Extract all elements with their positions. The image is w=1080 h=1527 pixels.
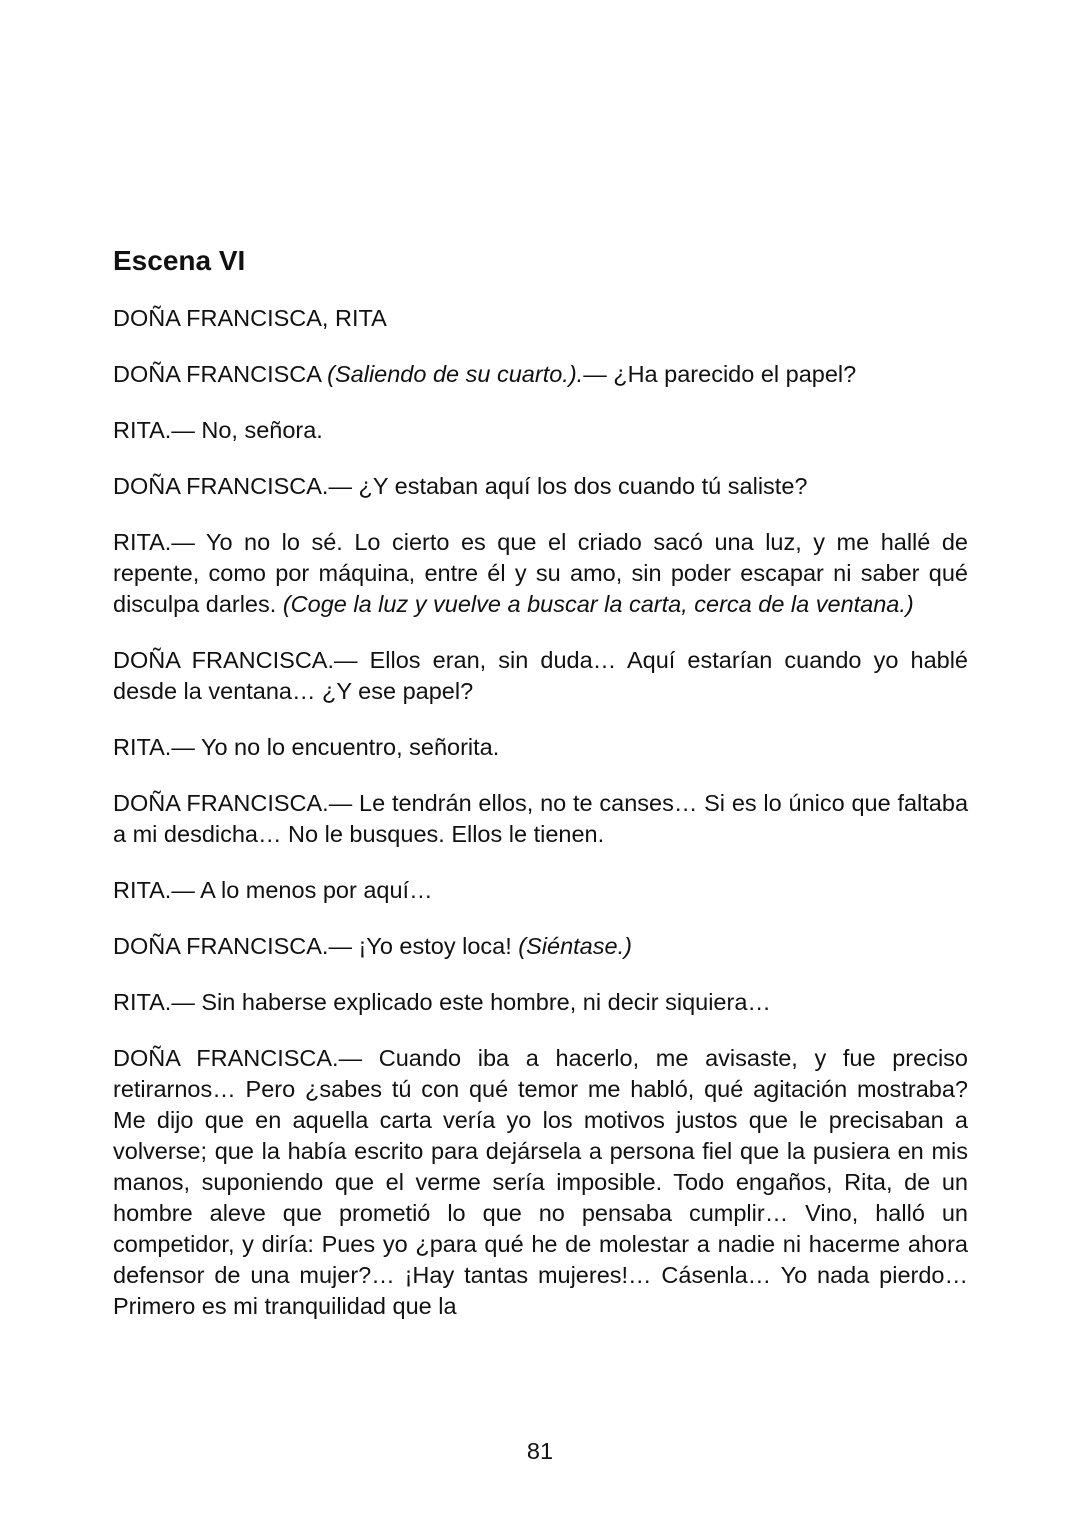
dialogue-text: Yo no lo sé. Lo cierto es que el criado sacó una luz, y me hallé de repente, como por máquina, entre él y su amo, sin poder escapar ni saber qué disculpa darles. xyxy=(113,529,968,617)
page-number: 81 xyxy=(526,1438,554,1464)
speaker-name: DOÑA FRANCISCA. xyxy=(113,647,335,673)
dialogue-line xyxy=(113,645,968,707)
speaker-name: DOÑA FRANCISCA. xyxy=(113,473,329,499)
dialogue-line xyxy=(113,987,968,1018)
dialogue-dash: — xyxy=(328,933,359,959)
dialogue-text: ¿Y estaban aquí los dos cuando tú saliste? xyxy=(358,473,808,499)
dialogue-text: Sin haberse explicado este hombre, ni decir siquiera… xyxy=(201,989,771,1015)
dialogue-line xyxy=(113,527,968,620)
dialogue-text: Ellos eran, sin duda… Aquí estarían cuando yo hablé desde la ventana… ¿Y ese papel? xyxy=(113,647,968,704)
speaker-name: DOÑA FRANCISCA. xyxy=(113,1045,339,1071)
dialogue-line xyxy=(113,359,968,390)
dialogue-line xyxy=(113,732,968,763)
stage-direction: (Coge la luz y vuelve a buscar la carta, cerca de la ventana.) xyxy=(282,591,914,617)
dialogue-line xyxy=(113,1043,968,1322)
speaker-name: RITA. xyxy=(113,877,172,903)
dialogue-dash: — xyxy=(338,1045,379,1071)
dialogue-text: ¿Ha parecido el papel? xyxy=(613,361,857,387)
dialogue-dash: — xyxy=(171,529,206,555)
scene-characters: DOÑA FRANCISCA, RITA xyxy=(113,305,387,331)
speaker-name: RITA. xyxy=(113,734,172,760)
dialogue-line xyxy=(113,415,968,446)
dialogue-dash: — xyxy=(583,361,614,387)
dialogue-text: No, señora. xyxy=(201,417,323,443)
stage-direction: (Siéntase.) xyxy=(518,933,632,959)
dialogue-line xyxy=(113,471,968,502)
dialogue-line xyxy=(113,931,968,962)
speaker-name: DOÑA FRANCISCA. xyxy=(113,790,329,816)
dialogue-text: A lo menos por aquí… xyxy=(200,877,433,903)
scene-title: Escena VI xyxy=(113,245,246,276)
dialogue-dash: — xyxy=(171,989,202,1015)
dialogue-dash: — xyxy=(171,734,201,760)
dialogue-text: Cuando iba a hacerlo, me avisaste, y fue preciso retirarnos… Pero ¿sabes tú con qué temor me habló, qué agitación mostraba? Me dijo que en aquella carta vería yo los motivos justos que le precisaban a volverse; que la había escrito para dejársela a persona fiel que la pusiera en mis manos, suponiendo que el verme sería imposible. Todo engaños, Rita, de un hombre aleve que prometió lo que no pensaba cumplir… Vino, halló un competidor, y diría: Pues yo ¿para qué he de molestar a nadie ni hacerme ahora defensor de una mujer?… ¡Hay tantas mujeres!… Cásenla… Yo nada pierdo… Primero es mi tranquilidad que la xyxy=(113,1045,968,1319)
dialogue-dash: — xyxy=(334,647,370,673)
speaker-name: DOÑA FRANCISCA. xyxy=(113,933,329,959)
dialogue-dash: — xyxy=(328,473,359,499)
speaker-name: RITA. xyxy=(113,529,172,555)
stage-direction: (Saliendo de su cuarto.). xyxy=(327,361,584,387)
dialogue-text: Yo no lo encuentro, señorita. xyxy=(200,734,500,760)
dialogue-text: Le tendrán ellos, no te canses… Si es lo único que faltaba a mi desdicha… No le busques. Ellos le tienen. xyxy=(113,790,969,847)
speaker-name: RITA. xyxy=(113,417,172,443)
dialogue-dash: — xyxy=(171,417,202,443)
speaker-name: RITA. xyxy=(113,989,172,1015)
speaker-name: DOÑA FRANCISCA xyxy=(113,361,321,387)
dialogue-line xyxy=(113,875,968,906)
dialogue-dash: — xyxy=(171,877,201,903)
page-body xyxy=(113,243,968,1347)
dialogue-dash: — xyxy=(328,790,360,816)
dialogue-line xyxy=(113,788,968,850)
dialogue-text: ¡Yo estoy loca! xyxy=(358,933,519,959)
